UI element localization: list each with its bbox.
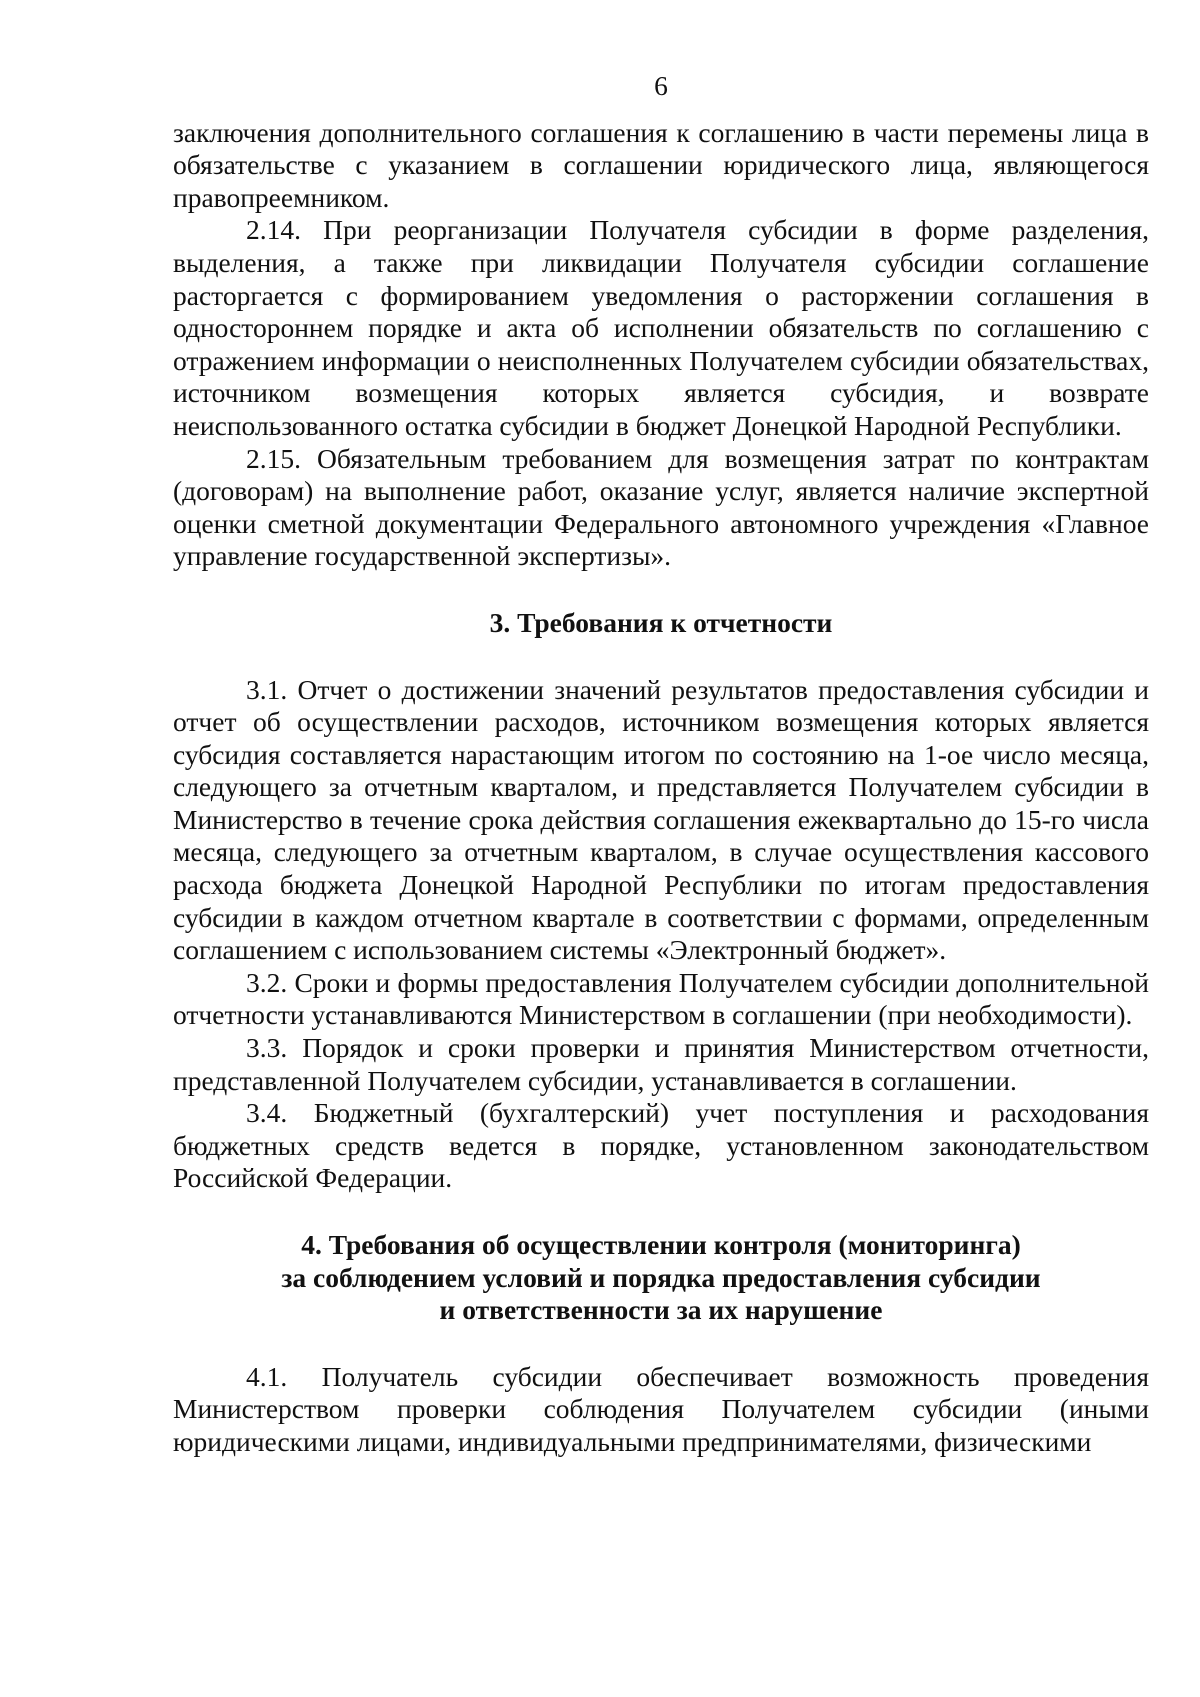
section-3-heading: 3. Требования к отчетности: [489, 606, 833, 638]
section-4-heading-line-3: и ответственности за их нарушение: [439, 1294, 883, 1326]
paragraph-3-3: 3.3. Порядок и сроки проверки и принятия Министерством отчетности, представленной Получателем субсидии, устанавливается в соглашении.: [173, 1032, 1149, 1096]
page-number: 6: [654, 70, 668, 101]
paragraph-continuation: заключения дополнительного соглашения к соглашению в части перемены лица в обязательстве с указанием в соглашении юридического лица, являющегося правопреемником.: [173, 116, 1149, 213]
section-4-heading-line-1: 4. Требования об осуществлении контроля (мониторинга): [301, 1229, 1021, 1260]
section-4-heading: [173, 1229, 1149, 1327]
paragraph-2-14: 2.14. При реорганизации Получателя субсидии в форме разделения, выделения, а также при ликвидации Получателя субсидии соглашение расторгается с формированием уведомления о расторжении соглашения в одностороннем порядке и акта об исполнении обязательств по соглашению с отражением информации о неисполненных Получателем субсидии обязательствах, источником возмещения которых является субсидия, и возврате неиспользованного остатка субсидии в бюджет Донецкой Народной Республики.: [173, 214, 1149, 441]
paragraph-3-1: 3.1. Отчет о достижении значений результатов предоставления субсидии и отчет об осуществлении расходов, источником возмещения которых является субсидия составляется нарастающим итогом по состоянию на 1-ое число месяца, следующего за отчетным кварталом, и представляется Получателем субсидии в Министерство в течение срока действия соглашения ежеквартально до 15-го числа месяца, следующего за отчетным кварталом, в случае осуществления кассового расхода бюджета Донецкой Народной Республики по итогам предоставления субсидии в каждом отчетном квартале в соответствии с формами, определенным соглашением с использованием системы «Электронный бюджет».: [173, 673, 1149, 966]
paragraph-3-2: 3.2. Сроки и формы предоставления Получателем субсидии дополнительной отчетности устанавливаются Министерством в соглашении (при необходимости).: [173, 966, 1149, 1031]
document-page: [173, 70, 1149, 1459]
paragraph-3-4: 3.4. Бюджетный (бухгалтерский) учет поступления и расходования бюджетных средств ведется в порядке, установленном законодательством Российской Федерации.: [173, 1097, 1149, 1194]
section-4-heading-line-2: за соблюдением условий и порядка предоставления субсидии: [281, 1261, 1041, 1293]
paragraph-4-1: 4.1. Получатель субсидии обеспечивает возможность проведения Министерством проверки соблюдения Получателем субсидии (иными юридическими лицами, индивидуальными предпринимателями, физическими: [173, 1360, 1149, 1457]
paragraph-2-15: 2.15. Обязательным требованием для возмещения затрат по контрактам (договорам) на выполнение работ, оказание услуг, является наличие экспертной оценки сметной документации Федерального автономного учреждения «Главное управление государственной экспертизы».: [173, 442, 1149, 572]
